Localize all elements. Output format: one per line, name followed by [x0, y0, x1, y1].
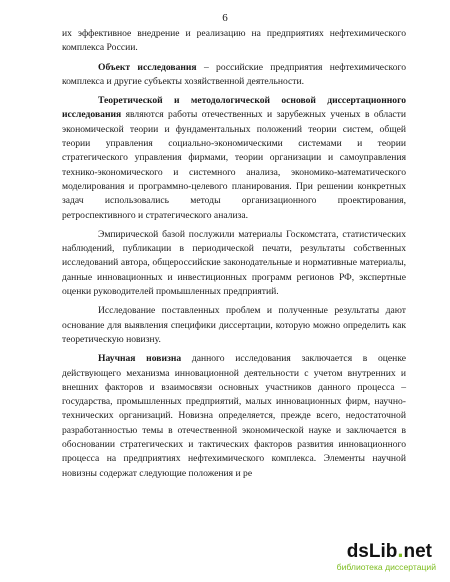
- page-number: 6: [222, 12, 228, 24]
- paragraph-research-results: [62, 304, 406, 347]
- paragraph-intro-continuation: [62, 27, 406, 56]
- paragraph-text: Исследование поставленных проблем и полученные результаты дают основание для выявления специфики диссертации, которую можно определить как теоретическую новизну.: [62, 305, 406, 345]
- paragraph-methodology: [62, 94, 406, 223]
- paragraph-lead: Теоретической и методологической основой диссертационного исследования: [62, 95, 406, 121]
- paragraph-scientific-novelty: [62, 352, 406, 481]
- paragraph-text: данного исследования заключается в оценке действующего механизма инновационной деятельности с учетом внутренних и внешних факторов и взаимосвязи основных участников данного процесса – государства, промышленных предприятий, малых инновационных фирм, научно-технических организаций. Новизна определяется, прежде всего, недостаточной разработанностью темы в отечественной экономической науке и заключается в обосновании стратегических и тактических факторов развития инновационного процесса на предприятиях нефтехимического комплекса. Элементы научной новизны содержат следующие положения и ре: [62, 353, 406, 479]
- paragraph-text: – российские предприятия нефтехимического комплекса и другие субъекты хозяйственной деятельности.: [62, 61, 406, 87]
- paragraph-research-object: [62, 61, 406, 90]
- dslib-subtitle: библиотека диссертаций: [336, 562, 436, 572]
- dslib-watermark: [328, 537, 436, 576]
- document-body: [62, 27, 406, 481]
- dslib-logo: dsLib.net: [346, 537, 432, 562]
- paragraph-empirical-base: [62, 228, 406, 299]
- paragraph-lead: Научная новизна: [98, 353, 182, 365]
- paragraph-lead: Объект исследования: [98, 61, 197, 73]
- paragraph-text: являются работы отечественных и зарубежных ученых в области экономической теории и фундаментальных положений теории систем, общей теории управления социально-экономическими системами и теории стратегического управления фирмами, теории организации и самоуправления технико-экономического и системного анализа, экономико-математического моделирования и программно-целевого планирования. При решении конкретных задач использовались методы организационного проектирования, ретроспективного и стратегического анализа.: [62, 109, 406, 221]
- paragraph-text: их эффективное внедрение и реализацию на предприятиях нефтехимического комплекса России.: [62, 28, 406, 54]
- paragraph-text: Эмпирической базой послужили материалы Госкомстата, статистических наблюдений, публикации в периодической печати, результаты собственных исследований автора, общероссийские законодательные и нормативные материалы, данные инновационных и инвестиционных программ регионов РФ, экспертные оценки руководителей промышленных предприятий.: [62, 228, 406, 298]
